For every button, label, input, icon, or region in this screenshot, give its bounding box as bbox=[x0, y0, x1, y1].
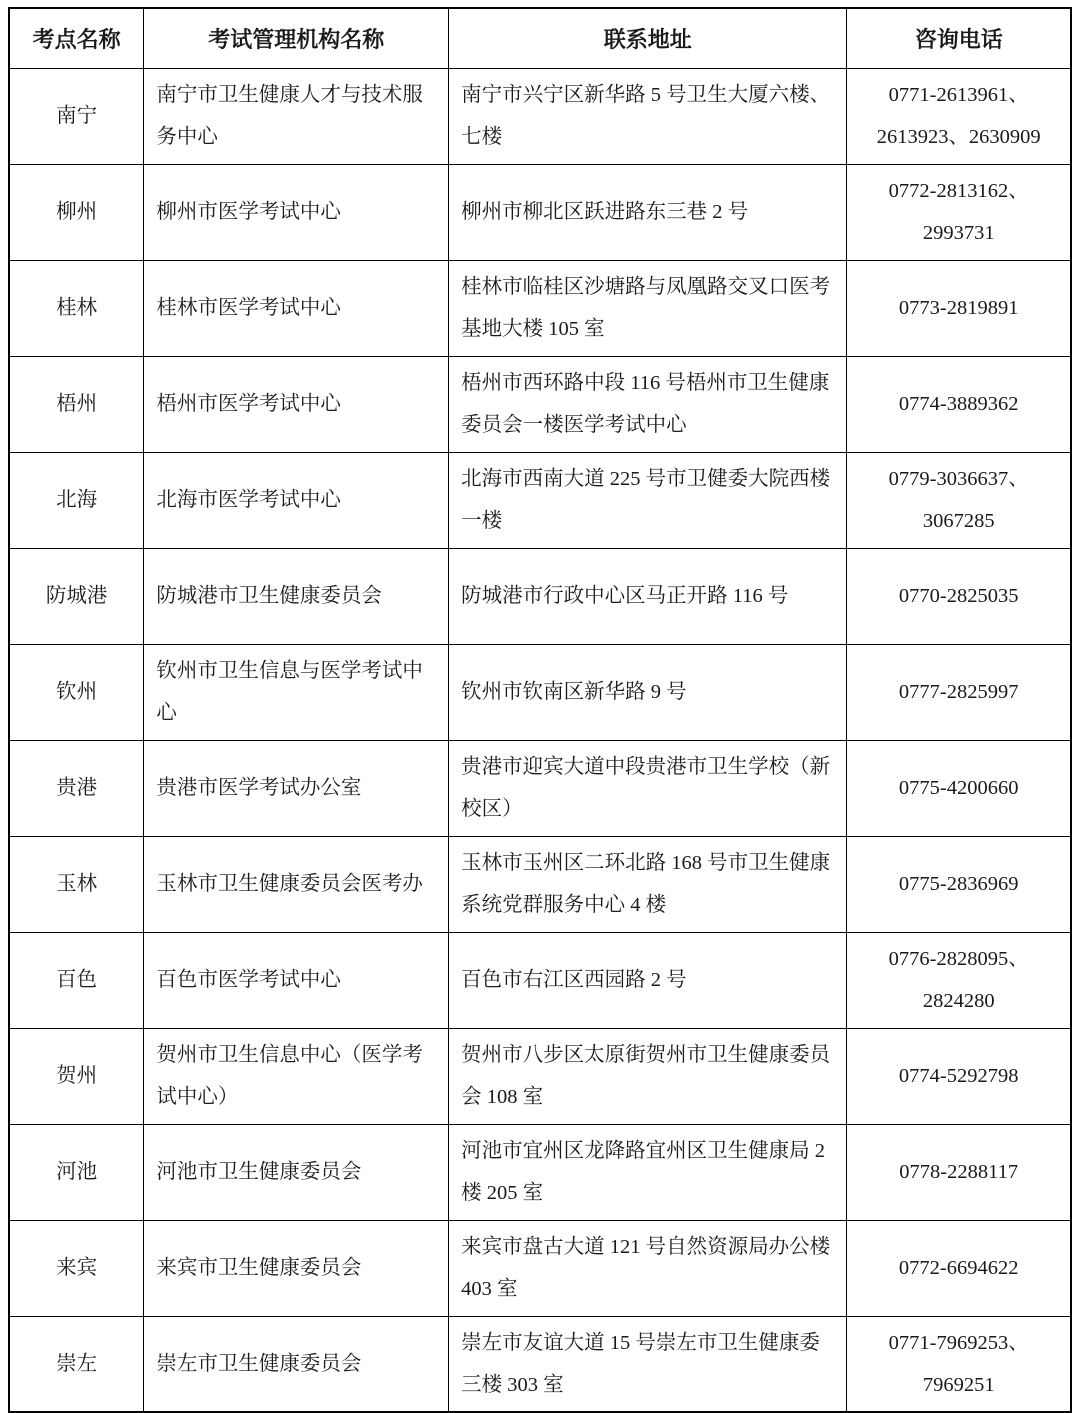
exam-contact-table bbox=[8, 7, 1072, 1413]
header-row bbox=[9, 8, 1071, 68]
org-cell: 玉林市卫生健康委员会医考办 bbox=[144, 836, 449, 932]
table-row bbox=[9, 260, 1071, 356]
org-cell: 北海市医学考试中心 bbox=[144, 452, 449, 548]
site-cell: 崇左 bbox=[9, 1316, 144, 1412]
phone-cell: 0772-2813162、2993731 bbox=[847, 164, 1071, 260]
address-cell: 防城港市行政中心区马正开路 116 号 bbox=[449, 548, 847, 644]
address-cell: 崇左市友谊大道 15 号崇左市卫生健康委三楼 303 室 bbox=[449, 1316, 847, 1412]
table-row bbox=[9, 68, 1071, 164]
org-cell: 梧州市医学考试中心 bbox=[144, 356, 449, 452]
address-cell: 玉林市玉州区二环北路 168 号市卫生健康系统党群服务中心 4 楼 bbox=[449, 836, 847, 932]
phone-cell: 0770-2825035 bbox=[847, 548, 1071, 644]
phone-cell: 0776-2828095、2824280 bbox=[847, 932, 1071, 1028]
table-row bbox=[9, 836, 1071, 932]
site-cell: 桂林 bbox=[9, 260, 144, 356]
table-row bbox=[9, 1220, 1071, 1316]
phone-cell: 0775-2836969 bbox=[847, 836, 1071, 932]
table-row bbox=[9, 644, 1071, 740]
exam-contact-table-wrap bbox=[8, 7, 1072, 1413]
column-header-org: 考试管理机构名称 bbox=[144, 8, 449, 68]
table-header bbox=[9, 8, 1071, 68]
table-row bbox=[9, 356, 1071, 452]
site-cell: 河池 bbox=[9, 1124, 144, 1220]
address-cell: 河池市宜州区龙降路宜州区卫生健康局 2 楼 205 室 bbox=[449, 1124, 847, 1220]
site-cell: 钦州 bbox=[9, 644, 144, 740]
phone-cell: 0774-5292798 bbox=[847, 1028, 1071, 1124]
address-cell: 百色市右江区西园路 2 号 bbox=[449, 932, 847, 1028]
table-row bbox=[9, 452, 1071, 548]
org-cell: 贵港市医学考试办公室 bbox=[144, 740, 449, 836]
site-cell: 防城港 bbox=[9, 548, 144, 644]
table-row bbox=[9, 1124, 1071, 1220]
site-cell: 梧州 bbox=[9, 356, 144, 452]
org-cell: 贺州市卫生信息中心（医学考试中心） bbox=[144, 1028, 449, 1124]
address-cell: 来宾市盘古大道 121 号自然资源局办公楼 403 室 bbox=[449, 1220, 847, 1316]
address-cell: 柳州市柳北区跃进路东三巷 2 号 bbox=[449, 164, 847, 260]
table-row bbox=[9, 740, 1071, 836]
address-cell: 南宁市兴宁区新华路 5 号卫生大厦六楼、七楼 bbox=[449, 68, 847, 164]
org-cell: 崇左市卫生健康委员会 bbox=[144, 1316, 449, 1412]
site-cell: 贺州 bbox=[9, 1028, 144, 1124]
phone-cell: 0777-2825997 bbox=[847, 644, 1071, 740]
phone-cell: 0773-2819891 bbox=[847, 260, 1071, 356]
table-row bbox=[9, 164, 1071, 260]
site-cell: 玉林 bbox=[9, 836, 144, 932]
phone-cell: 0778-2288117 bbox=[847, 1124, 1071, 1220]
column-header-phone: 咨询电话 bbox=[847, 8, 1071, 68]
address-cell: 贺州市八步区太原街贺州市卫生健康委员会 108 室 bbox=[449, 1028, 847, 1124]
site-cell: 北海 bbox=[9, 452, 144, 548]
phone-cell: 0771-2613961、2613923、2630909 bbox=[847, 68, 1071, 164]
column-header-address: 联系地址 bbox=[449, 8, 847, 68]
org-cell: 南宁市卫生健康人才与技术服务中心 bbox=[144, 68, 449, 164]
org-cell: 河池市卫生健康委员会 bbox=[144, 1124, 449, 1220]
phone-cell: 0772-6694622 bbox=[847, 1220, 1071, 1316]
phone-cell: 0771-7969253、7969251 bbox=[847, 1316, 1071, 1412]
phone-cell: 0774-3889362 bbox=[847, 356, 1071, 452]
org-cell: 柳州市医学考试中心 bbox=[144, 164, 449, 260]
org-cell: 防城港市卫生健康委员会 bbox=[144, 548, 449, 644]
table-body bbox=[9, 68, 1071, 1412]
site-cell: 贵港 bbox=[9, 740, 144, 836]
phone-cell: 0775-4200660 bbox=[847, 740, 1071, 836]
org-cell: 桂林市医学考试中心 bbox=[144, 260, 449, 356]
address-cell: 桂林市临桂区沙塘路与凤凰路交叉口医考基地大楼 105 室 bbox=[449, 260, 847, 356]
column-header-site: 考点名称 bbox=[9, 8, 144, 68]
org-cell: 钦州市卫生信息与医学考试中心 bbox=[144, 644, 449, 740]
address-cell: 梧州市西环路中段 116 号梧州市卫生健康委员会一楼医学考试中心 bbox=[449, 356, 847, 452]
address-cell: 北海市西南大道 225 号市卫健委大院西楼一楼 bbox=[449, 452, 847, 548]
site-cell: 柳州 bbox=[9, 164, 144, 260]
site-cell: 南宁 bbox=[9, 68, 144, 164]
address-cell: 钦州市钦南区新华路 9 号 bbox=[449, 644, 847, 740]
site-cell: 来宾 bbox=[9, 1220, 144, 1316]
address-cell: 贵港市迎宾大道中段贵港市卫生学校（新校区） bbox=[449, 740, 847, 836]
org-cell: 来宾市卫生健康委员会 bbox=[144, 1220, 449, 1316]
table-row bbox=[9, 1316, 1071, 1412]
table-row bbox=[9, 1028, 1071, 1124]
phone-cell: 0779-3036637、3067285 bbox=[847, 452, 1071, 548]
site-cell: 百色 bbox=[9, 932, 144, 1028]
org-cell: 百色市医学考试中心 bbox=[144, 932, 449, 1028]
table-row bbox=[9, 548, 1071, 644]
table-row bbox=[9, 932, 1071, 1028]
